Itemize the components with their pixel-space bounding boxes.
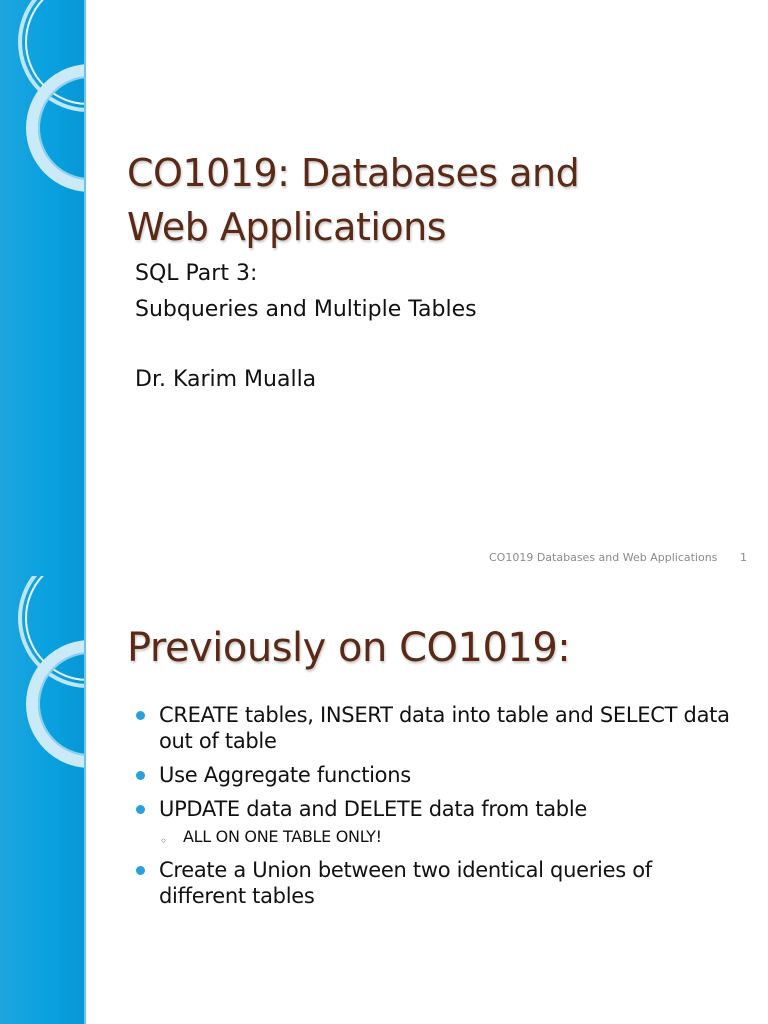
slide-title: Previously on CO1019:	[127, 625, 571, 671]
bullet-list	[134, 702, 734, 917]
page-number: 1	[740, 551, 747, 564]
list-item-text: Use Aggregate functions	[159, 763, 411, 787]
ring-decoration-icon	[0, 0, 85, 200]
sub-bullet-circle-icon: ◦	[160, 834, 167, 848]
list-item-text: CREATE tables, INSERT data into table and SELECT data out of table	[159, 703, 730, 753]
author-name: Dr. Karim Mualla	[135, 367, 317, 392]
slide-title-line-2: Web Applications	[127, 205, 447, 249]
side-band	[0, 0, 85, 576]
list-item-text: Create a Union between two identical queries of different tables	[159, 858, 652, 908]
bullet-dot-icon	[136, 866, 145, 875]
sub-list-item	[134, 827, 734, 847]
subtitle-line-2: Subqueries and Multiple Tables	[135, 297, 477, 322]
footer-text: CO1019 Databases and Web Applications	[489, 551, 718, 564]
slide-title-line-1: CO1019: Databases and	[127, 151, 580, 195]
sub-list-item-text: ALL ON ONE TABLE ONLY!	[183, 827, 382, 846]
list-item	[134, 702, 734, 754]
band-edge	[84, 576, 86, 1024]
list-item	[134, 762, 734, 788]
list-item	[134, 857, 734, 909]
list-item	[134, 796, 734, 822]
band-edge	[84, 0, 86, 576]
side-band	[0, 576, 85, 1024]
bullet-dot-icon	[136, 711, 145, 720]
subtitle-line-1: SQL Part 3:	[135, 261, 258, 286]
content-slide	[0, 576, 768, 1024]
ring-decoration-icon	[0, 576, 85, 776]
list-item-text: UPDATE data and DELETE data from table	[159, 797, 587, 821]
slide-title	[127, 146, 727, 254]
bullet-dot-icon	[136, 771, 145, 780]
bullet-dot-icon	[136, 805, 145, 814]
